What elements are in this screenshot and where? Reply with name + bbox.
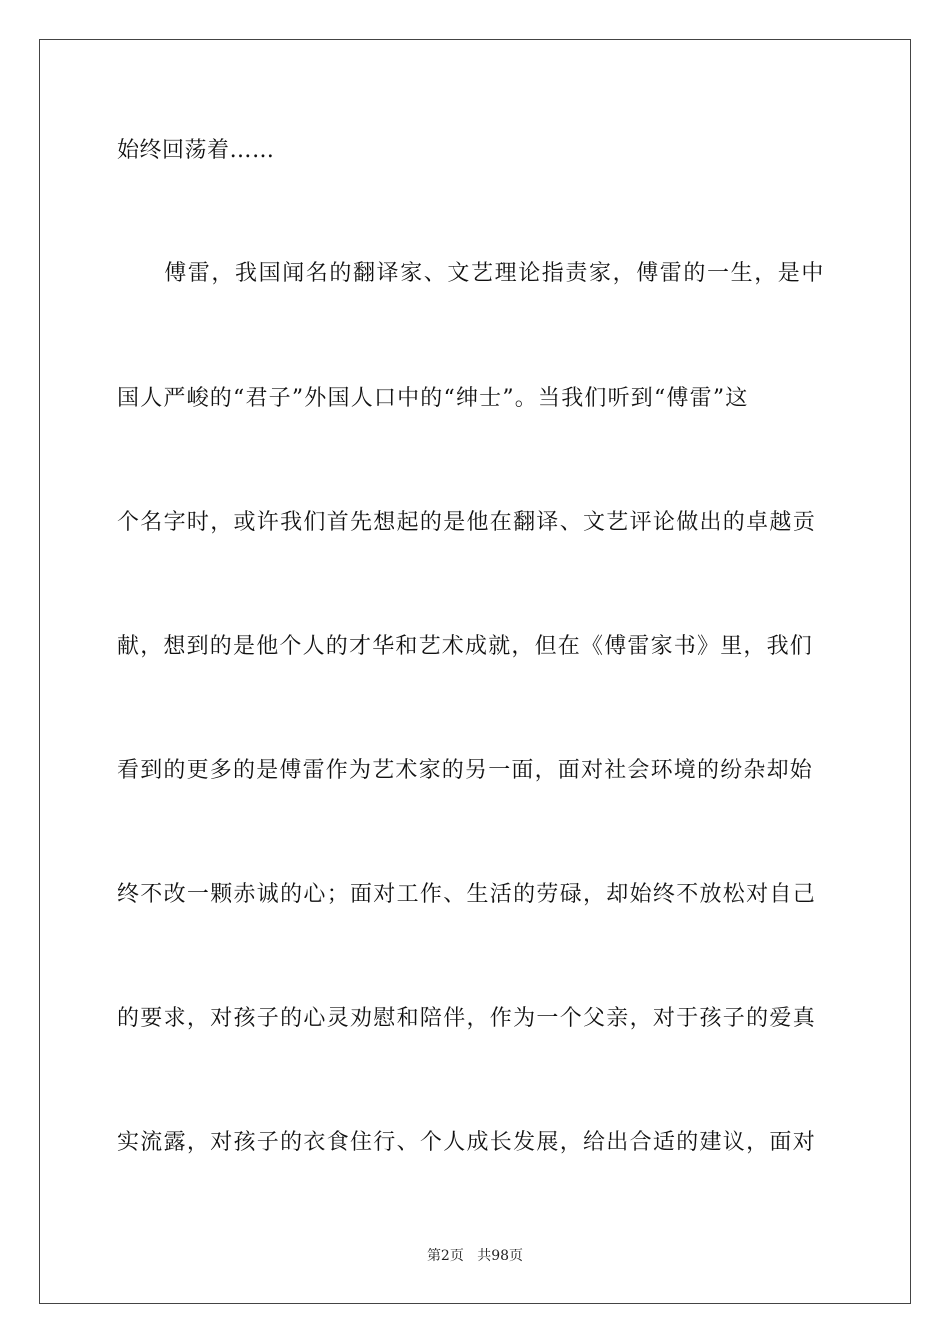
body-text-line: 实流露，对孩子的衣食住行、个人成长发展，给出合适的建议，面对	[117, 1130, 817, 1155]
body-text-line: 国人严峻的“君子”外国人口中的“绅士”。当我们听到“傅雷”这	[117, 386, 749, 411]
page-footer	[0, 1247, 950, 1265]
body-text-line: 傅雷，我国闻名的翻译家、文艺理论指责家，傅雷的一生，是中	[117, 261, 826, 286]
body-text-line: 个名字时，或许我们首先想起的是他在翻译、文艺评论做出的卓越贡	[117, 510, 817, 535]
body-text-line: 的要求，对孩子的心灵劝慰和陪伴，作为一个父亲，对于孩子的爱真	[117, 1006, 817, 1031]
body-text-line: 始终回荡着……	[117, 138, 275, 163]
page-frame	[39, 39, 911, 1304]
body-text-line: 看到的更多的是傅雷作为艺术家的另一面，面对社会环境的纷杂却始	[117, 758, 814, 783]
page-number-total: 共98页	[477, 1248, 524, 1264]
body-text-line: 献，想到的是他个人的才华和艺术成就，但在《傅雷家书》里，我们	[117, 634, 814, 659]
body-text-line: 终不改一颗赤诚的心；面对工作、生活的劳碌，却始终不放松对自己	[117, 882, 817, 907]
page-number-current: 第2页	[426, 1248, 464, 1264]
